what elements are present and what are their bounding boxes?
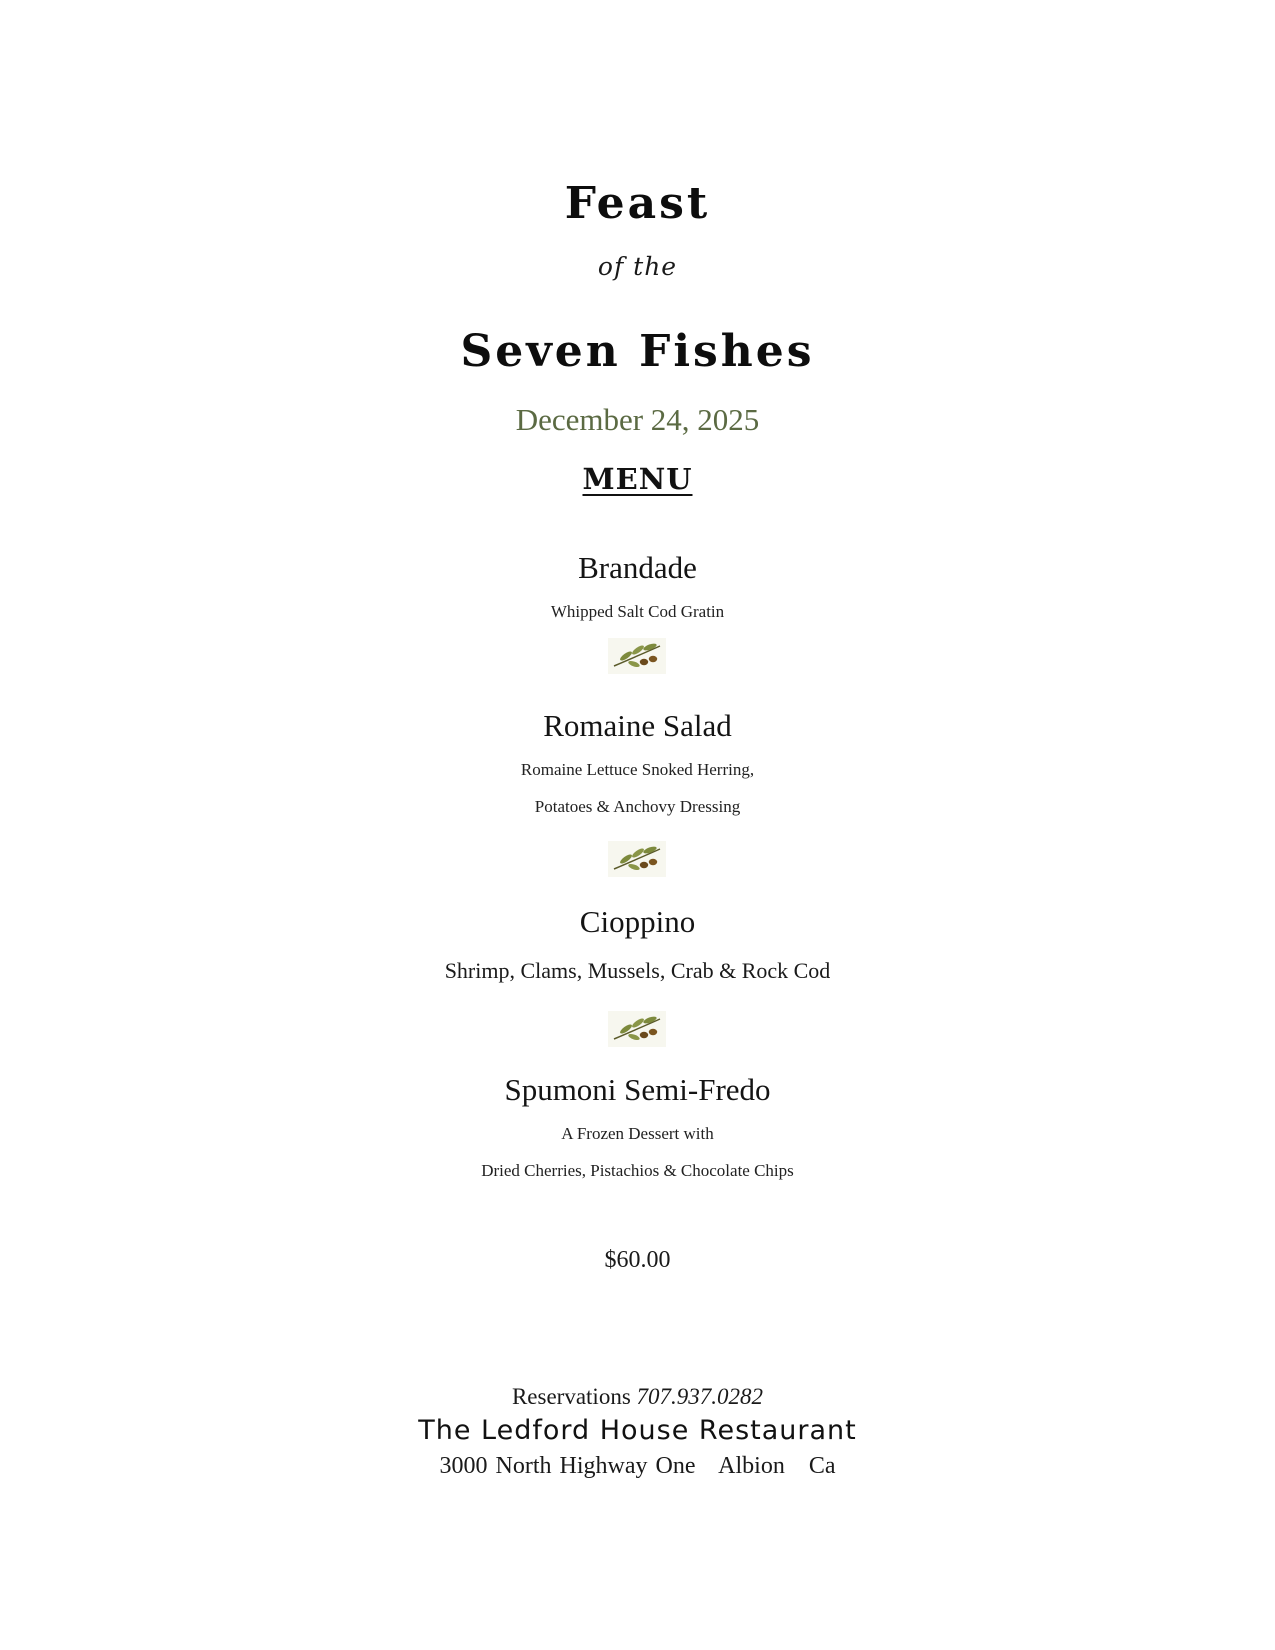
course-desc-romaine-1: Romaine Lettuce Snoked Herring, [520, 760, 755, 779]
reservations-phone: 707.937.0282 [636, 1384, 764, 1409]
course-name-cioppino: Cioppino [579, 904, 696, 939]
course-name-brandade: Brandade [578, 550, 697, 585]
course-desc-spumoni-2: Dried Cherries, Pistachios & Chocolate Chips [481, 1161, 794, 1180]
course-name-romaine-salad: Romaine Salad [543, 708, 732, 743]
olive-branch-icon [608, 638, 666, 674]
event-date: December 24, 2025 [515, 402, 760, 437]
title-seven-fishes: Seven Fishes [460, 326, 815, 377]
menu-heading: MENU [582, 462, 693, 496]
restaurant-name: The Ledford House Restaurant [418, 1415, 857, 1446]
course-desc-spumoni-1: A Frozen Dessert with [561, 1124, 714, 1143]
title-feast: Feast [564, 178, 711, 229]
course-desc-brandade: Whipped Salt Cod Gratin [550, 602, 725, 621]
course-name-spumoni: Spumoni Semi-Fredo [504, 1072, 771, 1107]
reservations-line [0, 1384, 1275, 1410]
olive-branch-icon [608, 841, 666, 877]
menu-price: $60.00 [604, 1247, 671, 1273]
title-of-the: of the [597, 252, 678, 281]
olive-branch-icon [608, 1011, 666, 1047]
course-desc-romaine-2: Potatoes & Anchovy Dressing [534, 797, 741, 816]
reservations-label: Reservations [511, 1384, 631, 1409]
course-desc-cioppino: Shrimp, Clams, Mussels, Crab & Rock Cod [444, 958, 831, 983]
restaurant-address: 3000 North Highway One Albion Ca [439, 1453, 836, 1479]
